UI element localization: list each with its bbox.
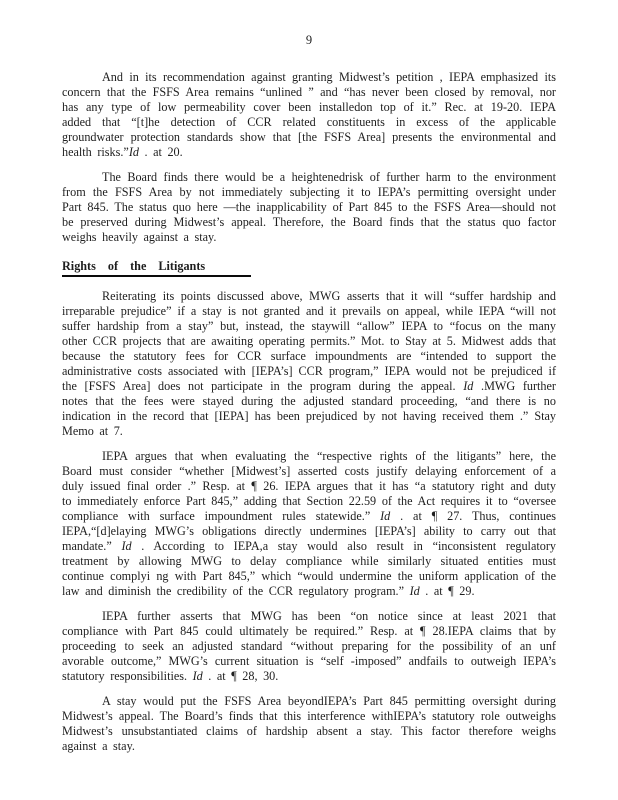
text-run: . at ¶ 27. Thus, continues IEPA,“[d]elaying MWG’s obligations directly undermines [IEPA’s] ability to carry out that mandate.”	[62, 509, 556, 553]
section-heading-rights-of-the-litigants: Rights of the Litigants	[62, 259, 251, 277]
heading-row	[62, 255, 556, 289]
text-run: Id	[128, 145, 139, 159]
paragraph-6	[62, 694, 556, 754]
text-run: Reiterating its points discussed above, MWG asserts that it will “suffer hardship and irreparable prejudice” if a stay is not granted and it prevails on appeal, while IEPA “will not suffer hardship from a stay” but, instead, the staywill “allow” IEPA to “focus on the many other CCR projects that are awaiting operating permits.” Mot. to Stay at 5. Midwest adds that because the statutory fees for CCR surface impoundments are “intended to support the administrative costs associated with [IEPA’s] CCR program,” IEPA would not be prejudiced if the [FSFS Area] does not participate in the program during the appeal.	[62, 289, 556, 393]
paragraph-1	[62, 70, 556, 160]
text-run: . at ¶ 28, 30.	[202, 669, 279, 683]
text-run: Id	[380, 509, 391, 523]
text-run: The Board finds there would be a heightenedrisk of further harm to the environment from the FSFS Area by not immediately subjecting it to IEPA’s permitting oversight under Part 845. The status quo here —the inapplicability of Part 845 to the FSFS Area—should not be preserved during Midwest’s appeal. Therefore, the Board finds that the status quo factor weighs heavily against a stay.	[62, 170, 556, 244]
page-number: 9	[305, 33, 313, 47]
text-run: A stay would put the FSFS Area beyondIEPA’s Part 845 permitting oversight during Midwest’s appeal. The Board’s finds that this interference withIEPA’s statutory role outweighs Midwest’s unsubstantiated claims of hardship absent a stay. This factor therefore weighs against a stay.	[62, 694, 556, 753]
text-run: . According to IEPA,a stay would also result in “inconsistent regulatory treatment by allowing MWG to delay compliance while similarly situated entities must continue complyi ng with Part 845,” which “would undermine the uniform application of the law and diminish the credibility of the CCR regulatory program.”	[62, 539, 556, 598]
text-run: Id	[409, 584, 420, 598]
paragraph-2	[62, 170, 556, 245]
text-run: Id	[192, 669, 203, 683]
text-run: Id	[463, 379, 474, 393]
paragraph-5	[62, 609, 556, 684]
text-run: Id	[121, 539, 132, 553]
text-run: And in its recommendation against granting Midwest’s petition , IEPA emphasized its concern that the FSFS Area remains “unlined ” and “has never been closed by removal, nor has any type of low permeability cover been installedon top of it.” Rec. at 19-20. IEPA added that “[t]he detection of CCR related constituents in excess of the applicable groundwater protection standards show that [the FSFS Area] presents the environmental and health risks.”	[62, 70, 556, 159]
text-run: . at 20.	[138, 145, 183, 159]
text-run: .MWG further notes that the fees were stayed during the adjusted standard proceeding, “and there is no indication in the record that [IEPA] has been prejudiced by not having received them .” Stay Memo at 7.	[62, 379, 556, 438]
paragraph-4	[62, 449, 556, 599]
paragraph-3	[62, 289, 556, 439]
text-run: IEPA further asserts that MWG has been “on notice since at least 2021 that compliance with Part 845 could ultimately be required.” Resp. at ¶ 28.IEPA claims that by proceeding to seek an adjusted standard “without preparing for the possibility of an unf avorable outcome,” MWG’s current situation is “self -imposed” andfails to outweigh IEPA’s statutory responsibilities.	[62, 609, 556, 683]
document-body	[62, 70, 556, 764]
text-run: . at ¶ 29.	[419, 584, 475, 598]
text-run: IEPA argues that when evaluating the “respective rights of the litigants” here, the Board must consider “whether [Midwest’s] asserted costs justify delaying enforcement of a duly issued final order .” Resp. at ¶ 26. IEPA argues that it has “a statutory right and duty to immediately enforce Part 845,” adding that Section 22.59 of the Act requires it to “oversee compliance with surface impoundment rules statewide.”	[62, 449, 556, 523]
